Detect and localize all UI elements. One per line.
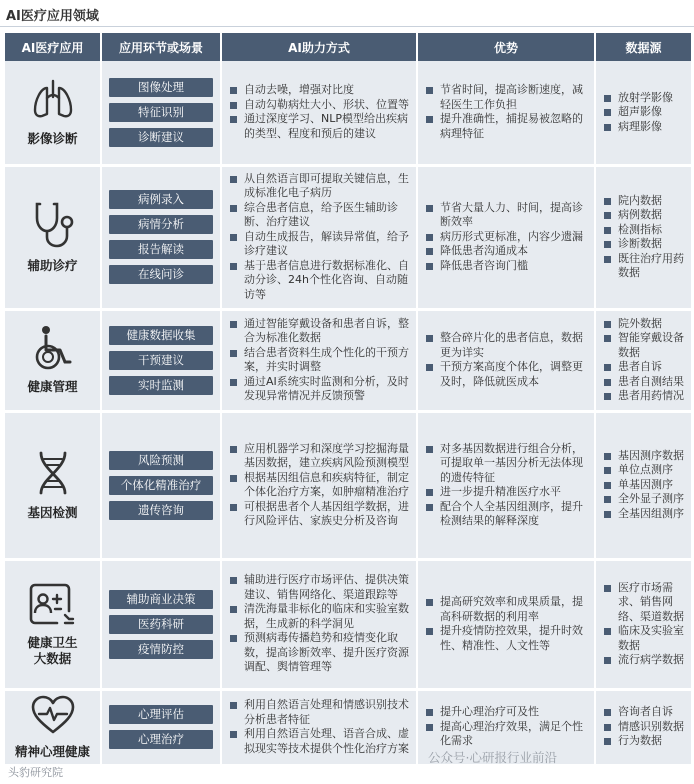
header-source: 数据源	[595, 33, 692, 61]
list-item: 通过智能穿戴设备和患者自诉，整合为标准化数据	[228, 317, 412, 346]
list-item: 超声影像	[602, 105, 687, 120]
scene-tag: 风险预测	[109, 451, 213, 470]
app-cell	[4, 689, 101, 765]
list-item: 单基因测序	[602, 478, 687, 493]
list-item: 患者自诉	[602, 360, 687, 375]
list-item: 通过深度学习、NLP模型给出疾病的类型、程度和预后的建议	[228, 112, 412, 141]
list-item: 患者自测结果	[602, 375, 687, 390]
list-item: 病理影像	[602, 120, 687, 135]
list-item: 诊断数据	[602, 237, 687, 252]
list-item: 既往治疗用药数据	[602, 252, 687, 281]
list-item: 预测病毒传播趋势和疫情变化取数，提高诊断效率、提升医疗资源调配、舆情管理等	[228, 631, 412, 675]
list-item: 病历形式更标准，内容少遗漏	[424, 230, 590, 245]
list-item: 干预方案高度个体化，调整更及时，降低就医成本	[424, 360, 590, 389]
advantage-cell	[417, 411, 595, 559]
list-item: 单位点测序	[602, 463, 687, 478]
app-cell	[4, 309, 101, 411]
list-item: 临床及实验室数据	[602, 624, 687, 653]
list-item: 检测指标	[602, 223, 687, 238]
list-item: 放射学影像	[602, 91, 687, 106]
table-row	[4, 411, 692, 559]
scene-tag: 报告解读	[109, 240, 213, 259]
methods-list	[222, 169, 416, 306]
app-cell	[4, 165, 101, 309]
sources-list	[596, 191, 691, 284]
app-name: 大数据	[33, 651, 72, 667]
sources-list	[596, 88, 691, 138]
list-item: 提高心理治疗效果，满足个性化需求	[424, 720, 590, 749]
list-item: 降低患者沟通成本	[424, 244, 590, 259]
advantages-list	[418, 439, 594, 532]
list-item: 对多基因数据进行组合分析，可提取单一基因分析无法体现的遗传特征	[424, 442, 590, 486]
source-cell	[595, 61, 692, 165]
scene-tag: 干预建议	[109, 351, 213, 370]
title-divider	[0, 26, 694, 27]
sources-list	[596, 578, 691, 671]
watermark-right: 公众号·心研报行业前沿	[428, 750, 557, 765]
scene-cell	[101, 411, 221, 559]
method-cell	[221, 411, 417, 559]
list-item: 医疗市场需求、销售网络、渠道数据	[602, 581, 687, 625]
list-item: 降低患者咨询门槛	[424, 259, 590, 274]
scene-cell	[101, 165, 221, 309]
lungs-icon	[5, 78, 100, 127]
list-item: 全外显子测序	[602, 492, 687, 507]
method-cell	[221, 61, 417, 165]
app-name: 健康管理	[27, 379, 78, 395]
list-item: 利用自然语言处理、语音合成、虚拟现实等技术提供个性化治疗方案	[228, 727, 412, 756]
method-cell	[221, 689, 417, 765]
method-cell	[221, 165, 417, 309]
sources-list	[596, 314, 691, 407]
list-item: 自动勾勒病灶大小、形状、位置等	[228, 98, 412, 113]
app-name: 基因检测	[27, 505, 78, 521]
header-scene: 应用环节或场景	[101, 33, 221, 61]
table-row	[4, 165, 692, 309]
app-cell	[4, 411, 101, 559]
person-chart-icon	[5, 581, 100, 632]
app-name: 健康卫生	[27, 635, 78, 651]
list-item: 清洗海量非标化的临床和实验室数据，生成新的科学洞见	[228, 602, 412, 631]
list-item: 应用机器学习和深度学习挖掘海量基因数据，建立疾病风险预测模型	[228, 442, 412, 471]
list-item: 根据基因组信息和疾病特征，制定个体化治疗方案，如肿瘤精准治疗	[228, 471, 412, 500]
list-item: 自动生成报告，解读异常值，给予诊疗建议	[228, 230, 412, 259]
list-item: 提升准确性，捕捉易被忽略的病理特征	[424, 112, 590, 141]
app-name: 精神心理健康	[14, 744, 90, 760]
list-item: 行为数据	[602, 734, 687, 749]
source-cell	[595, 411, 692, 559]
scene-tag: 特征识别	[109, 103, 213, 122]
list-item: 进一步提升精准医疗水平	[424, 485, 590, 500]
dna-icon	[5, 449, 100, 502]
scene-tag: 在线问诊	[109, 265, 213, 284]
scene-cell	[101, 559, 221, 689]
header-app: AI医疗应用	[4, 33, 101, 61]
source-cell	[595, 689, 692, 765]
table-row	[4, 309, 692, 411]
list-item: 利用自然语言处理和情感识别技术分析患者特征	[228, 698, 412, 727]
list-item: 提升疫情防控效果，提升时效性、精准性、人文性等	[424, 624, 590, 653]
advantages-list	[418, 592, 594, 656]
advantages-list	[418, 328, 594, 392]
stethoscope-icon	[5, 200, 100, 255]
app-cell	[4, 559, 101, 689]
table-row	[4, 61, 692, 165]
advantage-cell	[417, 61, 595, 165]
list-item: 辅助进行医疗市场评估、提供决策建议、销售网络化、渠道跟踪等	[228, 573, 412, 602]
app-name: 辅助诊疗	[27, 258, 78, 274]
list-item: 配合个人全基因组测序，提升检测结果的解释深度	[424, 500, 590, 529]
list-item: 节省时间，提高诊断速度，减轻医生工作负担	[424, 83, 590, 112]
list-item: 咨询者自诉	[602, 705, 687, 720]
scene-tag: 心理治疗	[109, 730, 213, 749]
list-item: 从自然语言即可提取关键信息，生成标准化电子病历	[228, 172, 412, 201]
list-item: 智能穿戴设备数据	[602, 331, 687, 360]
source-cell	[595, 559, 692, 689]
list-item: 患者用药情况	[602, 389, 687, 404]
list-item: 整合碎片化的患者信息，数据更为详实	[424, 331, 590, 360]
list-item: 提高研究效率和成果质量，提高科研数据的利用率	[424, 595, 590, 624]
scene-tag: 病情分析	[109, 215, 213, 234]
list-item: 全基因组测序	[602, 507, 687, 522]
scene-tag: 遗传咨询	[109, 501, 213, 520]
advantage-cell	[417, 559, 595, 689]
list-item: 院外数据	[602, 317, 687, 332]
method-cell	[221, 309, 417, 411]
table-row	[4, 689, 692, 765]
methods-list	[222, 570, 416, 678]
table-header-row	[4, 33, 692, 61]
source-cell	[595, 309, 692, 411]
list-item: 节省大量人力、时间，提高诊断效率	[424, 201, 590, 230]
advantages-list	[418, 702, 594, 752]
header-advantage: 优势	[417, 33, 595, 61]
advantages-list	[418, 198, 594, 277]
list-item: 自动去噪，增强对比度	[228, 83, 412, 98]
advantages-list	[418, 80, 594, 144]
scene-tag: 个体化精准治疗	[109, 476, 213, 495]
list-item: 可根据患者个人基因组学数据，进行风险评估、家族史分析及咨询	[228, 500, 412, 529]
list-item: 病例数据	[602, 208, 687, 223]
list-item: 综合患者信息，给予医生辅助诊断、治疗建议	[228, 201, 412, 230]
methods-list	[222, 695, 416, 759]
app-cell	[4, 61, 101, 165]
watermark-left: 头豹研究院	[8, 766, 63, 779]
scene-cell	[101, 689, 221, 765]
heart-pulse-icon	[5, 694, 100, 741]
scene-cell	[101, 309, 221, 411]
list-item: 基于患者信息进行数据标准化、自动分诊、24h个性化咨询、自动随访等	[228, 259, 412, 303]
sources-list	[596, 446, 691, 525]
scene-cell	[101, 61, 221, 165]
header-method: AI助力方式	[221, 33, 417, 61]
app-name: 影像诊断	[27, 130, 78, 146]
list-item: 流行病学数据	[602, 653, 687, 668]
advantage-cell	[417, 309, 595, 411]
page-title: AI医疗应用领域	[6, 9, 99, 24]
list-item: 通过AI系统实时监测和分析，及时发现异常情况并反馈预警	[228, 375, 412, 404]
methods-list	[222, 80, 416, 144]
source-cell	[595, 165, 692, 309]
methods-list	[222, 314, 416, 407]
scene-tag: 图像处理	[109, 78, 213, 97]
scene-tag: 实时监测	[109, 376, 213, 395]
ai-medical-table	[3, 33, 693, 767]
scene-tag: 病例录入	[109, 190, 213, 209]
method-cell	[221, 559, 417, 689]
list-item: 院内数据	[602, 194, 687, 209]
table-row	[4, 559, 692, 689]
list-item: 提升心理治疗可及性	[424, 705, 590, 720]
advantage-cell	[417, 165, 595, 309]
scene-tag: 诊断建议	[109, 128, 213, 147]
list-item: 结合患者资料生成个性化的干预方案，并实时调整	[228, 346, 412, 375]
sources-list	[596, 702, 691, 752]
scene-tag: 医药科研	[109, 615, 213, 634]
scene-tag: 辅助商业决策	[109, 590, 213, 609]
methods-list	[222, 439, 416, 532]
scene-tag: 疫情防控	[109, 640, 213, 659]
list-item: 基因测序数据	[602, 449, 687, 464]
scene-tag: 心理评估	[109, 705, 213, 724]
list-item: 情感识别数据	[602, 720, 687, 735]
wheelchair-icon	[5, 325, 100, 376]
scene-tag: 健康数据收集	[109, 326, 213, 345]
